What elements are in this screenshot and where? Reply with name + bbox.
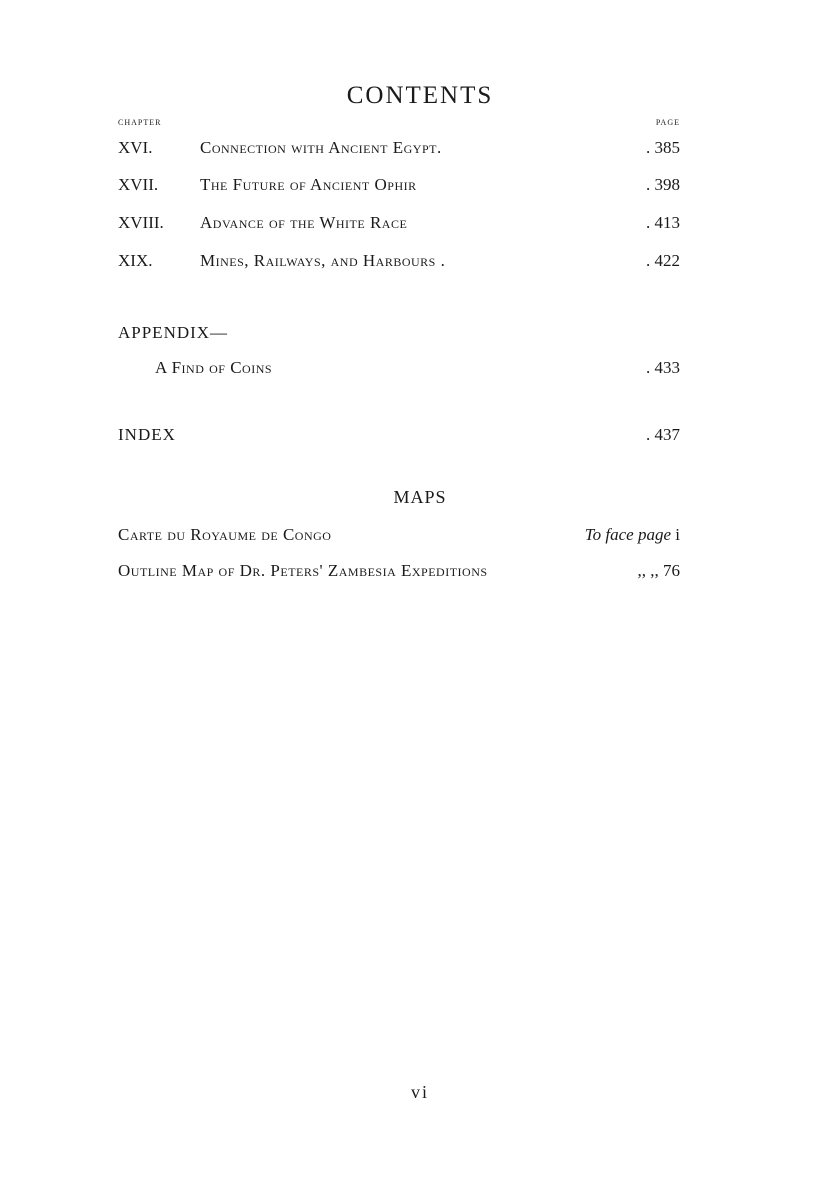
map-page-number: i	[671, 525, 680, 544]
chapter-title: Mines, Railways, and Harbours .	[200, 251, 446, 270]
toc-entry	[0, 138, 840, 166]
appendix-heading: APPENDIX—	[118, 323, 229, 342]
to-face-page-label: To face page	[584, 525, 672, 544]
page-number: . 413	[646, 213, 680, 232]
map-entry	[118, 561, 680, 587]
index-entry	[0, 425, 840, 453]
appendix-entry	[0, 358, 840, 386]
map-page	[585, 525, 680, 545]
page-title: CONTENTS	[346, 82, 494, 109]
index-label: INDEX	[118, 425, 176, 444]
page-column-header: PAGE	[655, 118, 680, 127]
page-number: . 398	[646, 175, 680, 194]
chapter-number: XIX.	[118, 251, 153, 270]
chapter-title: Connection with Ancient Egypt.	[200, 138, 442, 157]
maps-heading: MAPS	[393, 487, 447, 507]
toc-entry	[0, 251, 840, 279]
map-entry	[118, 525, 680, 551]
page-number: . 385	[646, 138, 680, 157]
toc-entry	[0, 213, 840, 241]
chapter-number: XVII.	[118, 175, 159, 194]
map-page-number: ,, ,, 76	[637, 561, 680, 580]
chapter-number: XVI.	[118, 138, 153, 157]
page-number: . 437	[646, 425, 680, 444]
toc-entry	[0, 175, 840, 203]
map-title: Outline Map of Dr. Peters' Zambesia Expeditions	[118, 561, 488, 580]
chapter-number: XVIII.	[118, 213, 164, 232]
map-page	[638, 561, 681, 581]
folio-number: vi	[410, 1082, 429, 1102]
map-title: Carte du Royaume de Congo	[118, 525, 332, 544]
page-number: . 433	[646, 358, 680, 377]
chapter-title: Advance of the White Race	[200, 213, 408, 232]
page-number: . 422	[646, 251, 680, 270]
chapter-title: The Future of Ancient Ophir	[200, 175, 417, 194]
chapter-column-header: CHAPTER	[118, 118, 162, 127]
appendix-title: A Find of Coins	[155, 358, 273, 377]
